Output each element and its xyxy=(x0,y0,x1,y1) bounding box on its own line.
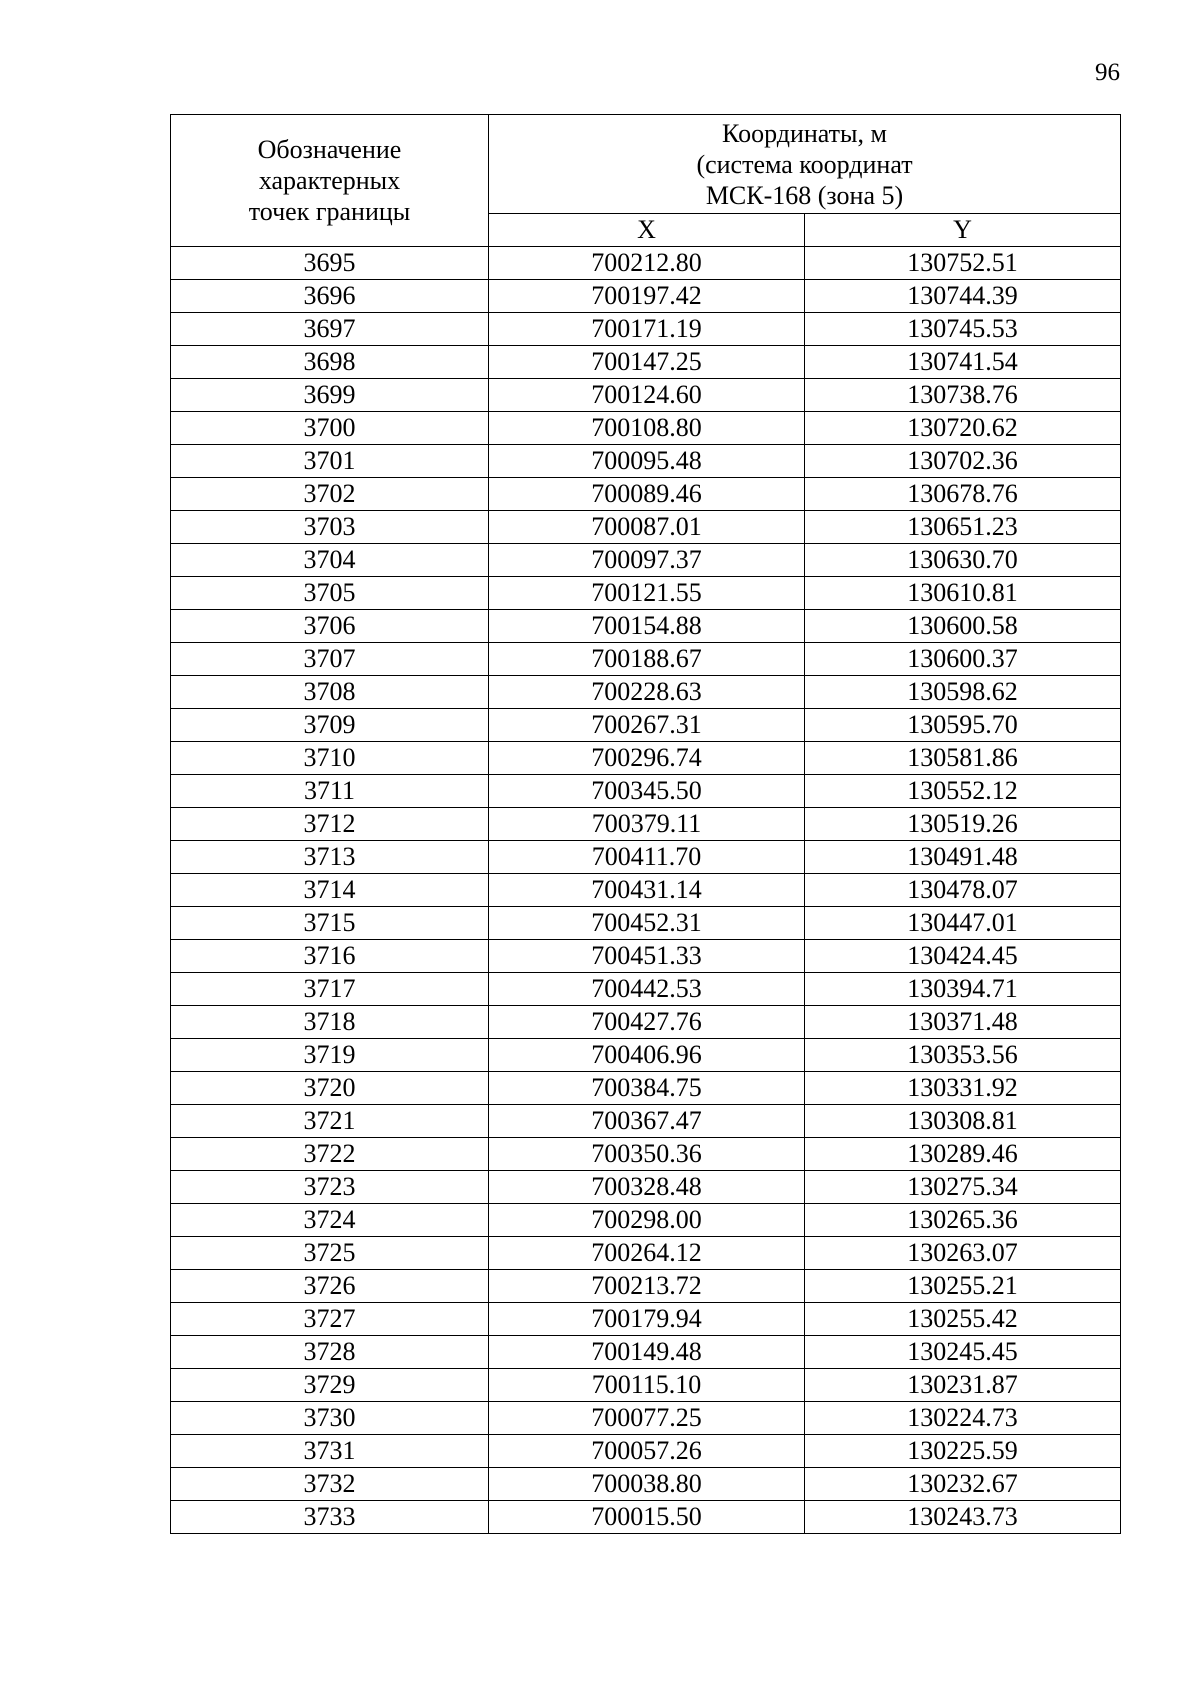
y-coordinate-cell: 130224.73 xyxy=(805,1402,1121,1435)
y-coordinate-cell: 130478.07 xyxy=(805,874,1121,907)
point-id-cell: 3715 xyxy=(171,907,489,940)
coordinates-header xyxy=(489,115,1121,214)
x-coordinate-cell: 700431.14 xyxy=(489,874,805,907)
x-coordinate-cell: 700149.48 xyxy=(489,1336,805,1369)
y-coordinate-cell: 130598.62 xyxy=(805,676,1121,709)
y-coordinate-cell: 130702.36 xyxy=(805,445,1121,478)
y-coordinate-cell: 130678.76 xyxy=(805,478,1121,511)
table-row xyxy=(171,709,1121,742)
x-coordinate-cell: 700451.33 xyxy=(489,940,805,973)
table-row xyxy=(171,1468,1121,1501)
y-coordinate-cell: 130232.67 xyxy=(805,1468,1121,1501)
x-coordinate-cell: 700264.12 xyxy=(489,1237,805,1270)
x-coordinate-cell: 700038.80 xyxy=(489,1468,805,1501)
table-row xyxy=(171,346,1121,379)
x-coordinate-cell: 700089.46 xyxy=(489,478,805,511)
y-coordinate-cell: 130491.48 xyxy=(805,841,1121,874)
point-id-cell: 3711 xyxy=(171,775,489,808)
table-row xyxy=(171,841,1121,874)
table-row xyxy=(171,1204,1121,1237)
point-id-cell: 3727 xyxy=(171,1303,489,1336)
table-row xyxy=(171,1171,1121,1204)
point-id-cell: 3706 xyxy=(171,610,489,643)
point-id-cell: 3695 xyxy=(171,247,489,280)
y-coordinate-cell: 130745.53 xyxy=(805,313,1121,346)
point-id-cell: 3702 xyxy=(171,478,489,511)
y-coordinate-cell: 130744.39 xyxy=(805,280,1121,313)
x-coordinate-cell: 700115.10 xyxy=(489,1369,805,1402)
x-coordinate-cell: 700171.19 xyxy=(489,313,805,346)
point-id-cell: 3723 xyxy=(171,1171,489,1204)
x-coordinate-cell: 700015.50 xyxy=(489,1501,805,1534)
point-id-cell: 3733 xyxy=(171,1501,489,1534)
x-coordinate-cell: 700179.94 xyxy=(489,1303,805,1336)
x-coordinate-cell: 700097.37 xyxy=(489,544,805,577)
point-id-cell: 3696 xyxy=(171,280,489,313)
point-id-cell: 3721 xyxy=(171,1105,489,1138)
point-id-cell: 3717 xyxy=(171,973,489,1006)
point-id-cell: 3703 xyxy=(171,511,489,544)
y-coordinate-cell: 130245.45 xyxy=(805,1336,1121,1369)
x-coordinate-cell: 700296.74 xyxy=(489,742,805,775)
table-header xyxy=(171,115,1121,247)
x-coordinate-cell: 700228.63 xyxy=(489,676,805,709)
x-coordinate-cell: 700345.50 xyxy=(489,775,805,808)
table-row xyxy=(171,247,1121,280)
y-coordinate-cell: 130308.81 xyxy=(805,1105,1121,1138)
table-row xyxy=(171,313,1121,346)
table-row xyxy=(171,973,1121,1006)
point-id-cell: 3705 xyxy=(171,577,489,610)
table-body xyxy=(171,247,1121,1534)
table-row xyxy=(171,511,1121,544)
y-coordinate-cell: 130275.34 xyxy=(805,1171,1121,1204)
table-row xyxy=(171,577,1121,610)
y-coordinate-cell: 130394.71 xyxy=(805,973,1121,1006)
designation-header xyxy=(171,115,489,247)
y-coordinate-cell: 130353.56 xyxy=(805,1039,1121,1072)
point-id-cell: 3718 xyxy=(171,1006,489,1039)
table-row xyxy=(171,775,1121,808)
x-coordinate-cell: 700298.00 xyxy=(489,1204,805,1237)
x-coordinate-cell: 700379.11 xyxy=(489,808,805,841)
x-coordinate-cell: 700087.01 xyxy=(489,511,805,544)
y-coordinate-cell: 130231.87 xyxy=(805,1369,1121,1402)
y-coordinate-cell: 130610.81 xyxy=(805,577,1121,610)
y-coordinate-cell: 130225.59 xyxy=(805,1435,1121,1468)
y-coordinate-cell: 130581.86 xyxy=(805,742,1121,775)
x-coordinate-cell: 700427.76 xyxy=(489,1006,805,1039)
point-id-cell: 3728 xyxy=(171,1336,489,1369)
x-coordinate-cell: 700367.47 xyxy=(489,1105,805,1138)
coordinates-header-line: (система координат xyxy=(696,149,913,179)
coordinates-header-line: Координаты, м xyxy=(722,118,887,148)
y-coordinate-cell: 130265.36 xyxy=(805,1204,1121,1237)
point-id-cell: 3699 xyxy=(171,379,489,412)
table-row xyxy=(171,478,1121,511)
x-coordinate-cell: 700124.60 xyxy=(489,379,805,412)
point-id-cell: 3713 xyxy=(171,841,489,874)
y-coordinate-cell: 130243.73 xyxy=(805,1501,1121,1534)
point-id-cell: 3725 xyxy=(171,1237,489,1270)
table-row xyxy=(171,1006,1121,1039)
x-coordinate-cell: 700406.96 xyxy=(489,1039,805,1072)
table-row xyxy=(171,676,1121,709)
point-id-cell: 3730 xyxy=(171,1402,489,1435)
point-id-cell: 3712 xyxy=(171,808,489,841)
x-coordinate-cell: 700350.36 xyxy=(489,1138,805,1171)
point-id-cell: 3701 xyxy=(171,445,489,478)
table-row xyxy=(171,1270,1121,1303)
table-row xyxy=(171,940,1121,973)
y-coordinate-cell: 130595.70 xyxy=(805,709,1121,742)
x-coordinate-cell: 700188.67 xyxy=(489,643,805,676)
table-row xyxy=(171,1039,1121,1072)
x-coordinate-cell: 700121.55 xyxy=(489,577,805,610)
table-row xyxy=(171,445,1121,478)
table-row xyxy=(171,610,1121,643)
table-row xyxy=(171,1237,1121,1270)
table-row xyxy=(171,1303,1121,1336)
point-id-cell: 3698 xyxy=(171,346,489,379)
x-coordinate-cell: 700442.53 xyxy=(489,973,805,1006)
x-coordinate-cell: 700147.25 xyxy=(489,346,805,379)
y-coordinate-cell: 130741.54 xyxy=(805,346,1121,379)
x-coordinate-cell: 700108.80 xyxy=(489,412,805,445)
x-coordinate-cell: 700267.31 xyxy=(489,709,805,742)
y-coordinate-cell: 130371.48 xyxy=(805,1006,1121,1039)
y-coordinate-cell: 130600.58 xyxy=(805,610,1121,643)
designation-header-line: точек границы xyxy=(248,197,411,226)
y-coordinate-cell: 130552.12 xyxy=(805,775,1121,808)
table-row xyxy=(171,907,1121,940)
y-coordinate-cell: 130752.51 xyxy=(805,247,1121,280)
page-number: 96 xyxy=(1095,59,1120,86)
y-coordinate-cell: 130519.26 xyxy=(805,808,1121,841)
table-row xyxy=(171,1138,1121,1171)
table-row xyxy=(171,544,1121,577)
point-id-cell: 3697 xyxy=(171,313,489,346)
table-row xyxy=(171,1501,1121,1534)
table-row xyxy=(171,280,1121,313)
designation-header-line: Обозначение xyxy=(257,135,402,164)
point-id-cell: 3710 xyxy=(171,742,489,775)
point-id-cell: 3732 xyxy=(171,1468,489,1501)
x-coordinate-cell: 700095.48 xyxy=(489,445,805,478)
y-coordinate-cell: 130720.62 xyxy=(805,412,1121,445)
table-row xyxy=(171,1105,1121,1138)
y-coordinate-cell: 130424.45 xyxy=(805,940,1121,973)
point-id-cell: 3704 xyxy=(171,544,489,577)
table-row xyxy=(171,1435,1121,1468)
table-row xyxy=(171,808,1121,841)
y-coordinate-cell: 130331.92 xyxy=(805,1072,1121,1105)
table-row xyxy=(171,1072,1121,1105)
y-coordinate-cell: 130447.01 xyxy=(805,907,1121,940)
table-row xyxy=(171,1402,1121,1435)
x-coordinate-cell: 700212.80 xyxy=(489,247,805,280)
x-column-header: X xyxy=(489,214,805,247)
x-coordinate-cell: 700077.25 xyxy=(489,1402,805,1435)
point-id-cell: 3714 xyxy=(171,874,489,907)
point-id-cell: 3719 xyxy=(171,1039,489,1072)
table-row xyxy=(171,643,1121,676)
table-row xyxy=(171,1369,1121,1402)
point-id-cell: 3707 xyxy=(171,643,489,676)
table-row xyxy=(171,874,1121,907)
coordinates-header-line: МСК-168 (зона 5) xyxy=(705,180,904,210)
table-row xyxy=(171,412,1121,445)
point-id-cell: 3716 xyxy=(171,940,489,973)
point-id-cell: 3722 xyxy=(171,1138,489,1171)
y-coordinate-cell: 130255.21 xyxy=(805,1270,1121,1303)
designation-header-line: характерных xyxy=(258,166,401,195)
point-id-cell: 3726 xyxy=(171,1270,489,1303)
point-id-cell: 3700 xyxy=(171,412,489,445)
point-id-cell: 3731 xyxy=(171,1435,489,1468)
y-coordinate-cell: 130630.70 xyxy=(805,544,1121,577)
y-coordinate-cell: 130738.76 xyxy=(805,379,1121,412)
point-id-cell: 3729 xyxy=(171,1369,489,1402)
point-id-cell: 3720 xyxy=(171,1072,489,1105)
table-row xyxy=(171,1336,1121,1369)
coordinates-table xyxy=(170,114,1121,1534)
y-coordinate-cell: 130263.07 xyxy=(805,1237,1121,1270)
y-column-header: Y xyxy=(805,214,1121,247)
x-coordinate-cell: 700154.88 xyxy=(489,610,805,643)
table-row xyxy=(171,742,1121,775)
y-coordinate-cell: 130289.46 xyxy=(805,1138,1121,1171)
x-coordinate-cell: 700328.48 xyxy=(489,1171,805,1204)
y-coordinate-cell: 130600.37 xyxy=(805,643,1121,676)
point-id-cell: 3724 xyxy=(171,1204,489,1237)
point-id-cell: 3709 xyxy=(171,709,489,742)
x-coordinate-cell: 700057.26 xyxy=(489,1435,805,1468)
y-coordinate-cell: 130651.23 xyxy=(805,511,1121,544)
x-coordinate-cell: 700213.72 xyxy=(489,1270,805,1303)
x-coordinate-cell: 700197.42 xyxy=(489,280,805,313)
y-coordinate-cell: 130255.42 xyxy=(805,1303,1121,1336)
x-coordinate-cell: 700411.70 xyxy=(489,841,805,874)
point-id-cell: 3708 xyxy=(171,676,489,709)
table-row xyxy=(171,379,1121,412)
x-coordinate-cell: 700384.75 xyxy=(489,1072,805,1105)
x-coordinate-cell: 700452.31 xyxy=(489,907,805,940)
